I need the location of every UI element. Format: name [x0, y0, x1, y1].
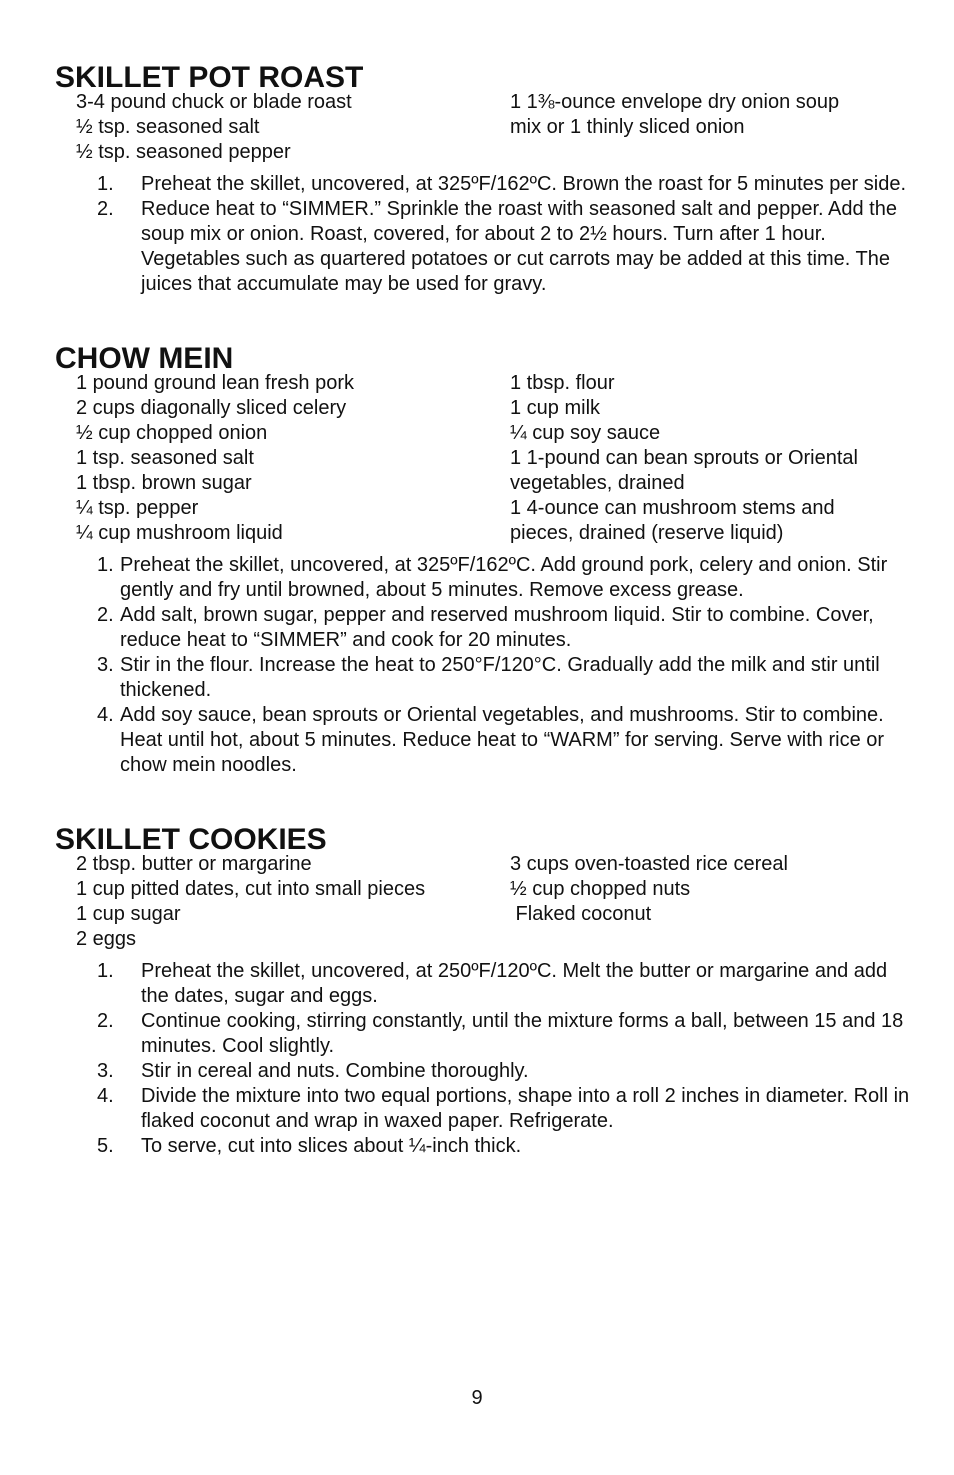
- step-item: [97, 1059, 911, 1084]
- ingredient-list: [76, 852, 910, 952]
- step-list: [97, 172, 910, 297]
- ingredient-column-right: [510, 371, 930, 546]
- ingredient-item: 1 1⅜-ounce envelope dry onion soup: [510, 91, 840, 113]
- step-text: To serve, cut into slices about ¼-inch thick.: [141, 1135, 522, 1157]
- step-list: [97, 959, 910, 1159]
- step-item: [97, 1134, 911, 1159]
- step-item: [97, 197, 911, 297]
- ingredient-item: ½ tsp. seasoned salt: [76, 116, 260, 138]
- recipe-skillet-pot-roast: [55, 61, 910, 297]
- step-text: Stir in cereal and nuts. Combine thoroughly.: [141, 1060, 529, 1082]
- step-number: 1.: [97, 554, 114, 576]
- ingredient-item: 1 tbsp. flour: [510, 372, 615, 394]
- ingredient-item: 1 cup sugar: [76, 903, 181, 925]
- ingredient-item: vegetables, drained: [510, 472, 685, 494]
- page-number: 9: [471, 1387, 483, 1409]
- ingredient-item: ½ cup chopped nuts: [510, 878, 691, 900]
- step-number: 3.: [97, 1060, 114, 1082]
- step-item: [97, 1084, 911, 1134]
- step-item: [97, 653, 910, 703]
- ingredient-item: ½ cup chopped onion: [76, 422, 268, 444]
- step-text: Reduce heat to “SIMMER.” Sprinkle the roast with seasoned salt and pepper. Add the soup mix or onion. Roast, covered, for about 2 to 2½ hours. Turn after 1 hour. Vegetables such as quartered potatoes or cut carrots may be added at this time. The juices that accumulate may be used for gravy.: [141, 198, 897, 295]
- ingredient-item: 3-4 pound chuck or blade roast: [76, 91, 352, 113]
- ingredient-item: 1 1-pound can bean sprouts or Oriental: [510, 447, 858, 469]
- ingredient-list: [76, 90, 910, 165]
- step-item: [97, 603, 910, 653]
- recipe-skillet-cookies: [55, 823, 910, 1159]
- ingredient-item: 1 tsp. seasoned salt: [76, 447, 254, 469]
- ingredient-column-right: [510, 90, 930, 140]
- ingredient-item: 2 tbsp. butter or margarine: [76, 853, 312, 875]
- step-number: 4.: [97, 704, 114, 726]
- step-number: 3.: [97, 654, 114, 676]
- step-text: Preheat the skillet, uncovered, at 325ºF/162ºC. Brown the roast for 5 minutes per side.: [141, 173, 907, 195]
- ingredient-item: pieces, drained (reserve liquid): [510, 522, 784, 544]
- ingredient-column-left: [76, 371, 506, 546]
- step-number: 5.: [97, 1135, 114, 1157]
- ingredient-item: mix or 1 thinly sliced onion: [510, 116, 745, 138]
- step-item: [97, 703, 910, 778]
- step-number: 4.: [97, 1085, 114, 1107]
- recipe-title: CHOW MEIN: [55, 342, 234, 375]
- step-number: 1.: [97, 960, 114, 982]
- ingredient-column-left: [76, 852, 506, 952]
- step-list: [97, 553, 910, 778]
- ingredient-item: ¼ cup soy sauce: [510, 422, 661, 444]
- step-item: [97, 553, 910, 603]
- step-text: Add salt, brown sugar, pepper and reserved mushroom liquid. Stir to combine. Cover, reduce heat to “SIMMER” and cook for 20 minutes.: [120, 604, 874, 651]
- step-text: Preheat the skillet, uncovered, at 325ºF/162ºC. Add ground pork, celery and onion. Stir gently and fry until browned, about 5 minutes. Remove excess grease.: [120, 554, 888, 601]
- ingredient-item: 1 cup pitted dates, cut into small pieces: [76, 878, 426, 900]
- step-number: 2.: [97, 604, 114, 626]
- step-item: [97, 1009, 911, 1059]
- step-item: [97, 959, 911, 1009]
- ingredient-item: 1 pound ground lean fresh pork: [76, 372, 354, 394]
- ingredient-item: ½ tsp. seasoned pepper: [76, 141, 291, 163]
- ingredient-item: 2 cups diagonally sliced celery: [76, 397, 347, 419]
- ingredient-item: 1 tbsp. brown sugar: [76, 472, 252, 494]
- step-text: Stir in the flour. Increase the heat to 250°F/120°C. Gradually add the milk and stir until thickened.: [120, 654, 880, 701]
- ingredient-item: 1 cup milk: [510, 397, 601, 419]
- step-text: Preheat the skillet, uncovered, at 250ºF/120ºC. Melt the butter or margarine and add the dates, sugar and eggs.: [141, 960, 888, 1007]
- ingredient-column-left: [76, 90, 506, 165]
- ingredient-item: ¼ tsp. pepper: [76, 497, 199, 519]
- step-number: 2.: [97, 1010, 114, 1032]
- ingredient-column-right: [510, 852, 930, 927]
- step-text: Add soy sauce, bean sprouts or Oriental vegetables, and mushrooms. Stir to combine. Heat until hot, about 5 minutes. Reduce heat to “WARM” for serving. Serve with rice or chow mein noodles.: [120, 704, 885, 776]
- step-number: 1.: [97, 173, 114, 195]
- ingredient-item: ¼ cup mushroom liquid: [76, 522, 283, 544]
- ingredient-item: 1 4-ounce can mushroom stems and: [510, 497, 835, 519]
- ingredient-list: [76, 371, 910, 546]
- step-text: Continue cooking, stirring constantly, until the mixture forms a ball, between 15 and 18 minutes. Cool slightly.: [141, 1010, 904, 1057]
- step-number: 2.: [97, 198, 114, 220]
- ingredient-item: 3 cups oven-toasted rice cereal: [510, 853, 788, 875]
- step-text: Divide the mixture into two equal portions, shape into a roll 2 inches in diameter. Roll in flaked coconut and wrap in waxed paper. Refrigerate.: [141, 1085, 910, 1132]
- ingredient-item: Flaked coconut: [510, 903, 652, 925]
- recipe-title: SKILLET COOKIES: [55, 823, 327, 856]
- ingredient-item: 2 eggs: [76, 928, 137, 950]
- step-item: [97, 172, 911, 197]
- recipe-title: SKILLET POT ROAST: [55, 61, 364, 94]
- recipe-chow-mein: [55, 342, 910, 778]
